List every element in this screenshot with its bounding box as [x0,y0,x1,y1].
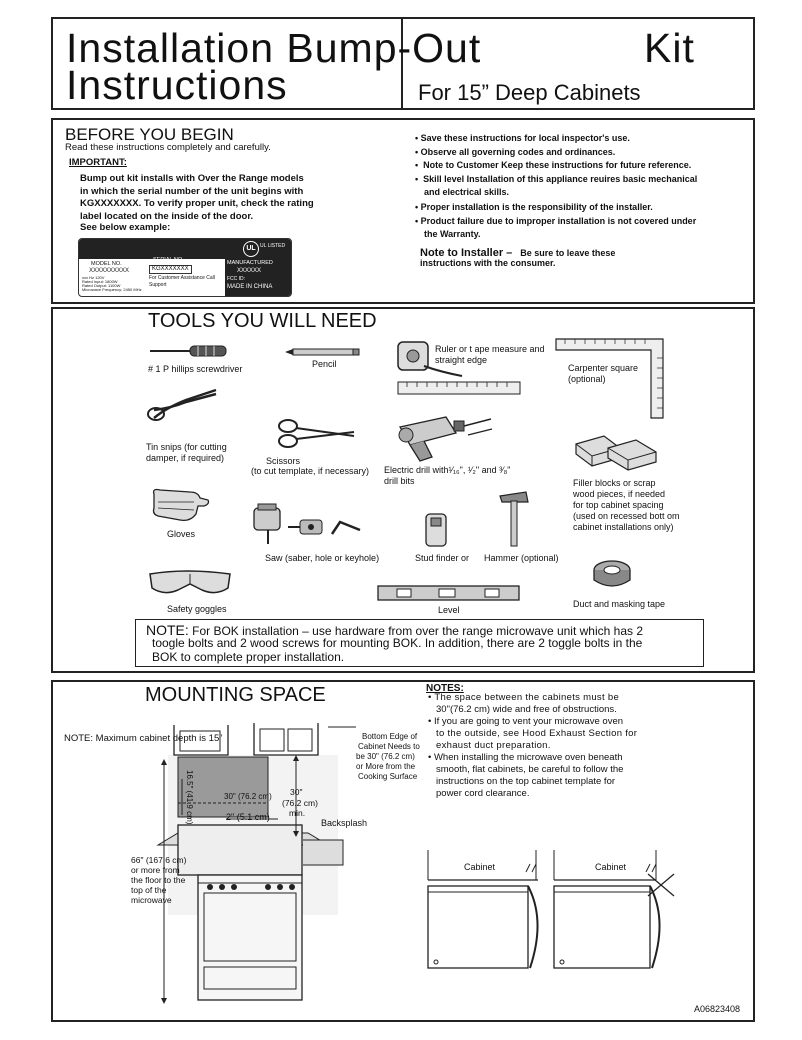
gloves-icon [150,486,212,526]
note-installer-rest: Be sure to leave these [520,248,616,258]
label-model-val: XXXXXXXXXX [89,268,130,274]
floor-dim5: microwave [131,895,172,905]
label-serial-val: KGXXXXXXX [149,265,192,274]
before-intro: Read these instructions completely and carefully. [65,142,271,153]
doc-code: A06823408 [694,1004,741,1014]
bottom-edge5: Cooking Surface [358,772,418,781]
before-p1: Bump out kit installs with Over the Range models [80,173,304,184]
cabinet-left-label: Cabinet [464,862,496,872]
note-1b: 30"(76.2 cm) wide and free of obstructions. [436,704,617,715]
note-3d: power cord clearance. [436,788,530,799]
before-heading: BEFORE YOU BEGIN [65,125,234,144]
label-goggles: Safety goggles [167,604,227,614]
label-screwdriver: # 1 P hillips screwdriver [148,364,243,374]
label-ruler1: Ruler or t ape measure and [435,344,545,354]
tools-heading: TOOLS YOU WILL NEED [148,310,377,332]
label-saw: Saw (saber, hole or keyhole) [265,553,380,563]
label-snips2: damper, if required) [146,453,225,463]
before-p2: in which the serial number of the unit begins with [80,186,304,197]
label-spec1: xxx Hz 120V [82,275,105,280]
label-square1: Carpenter square [568,363,639,373]
note-3c: instructions on the top cabinet template for [436,776,616,787]
note-3b: smooth, flat cabinets, be careful to follow the [436,764,624,775]
bottom-edge1: Bottom Edge of [362,732,418,741]
dim-vertical: 16.5" (41.9 cm) [185,770,194,825]
note-2b: to the outside, see Hood Exhaust Section for [436,728,638,739]
ruler-icon [397,380,522,396]
label-serial-hdr: SERIAL NO. [153,257,184,263]
hammer-icon [496,488,532,548]
scissors-icon [276,416,356,450]
drill-icon [396,407,496,463]
tools-note-line1: NOTE: For BOK installation – use hardware from over the range microwave unit which has 2 [146,622,644,638]
bottom-edge4: or More from the [356,762,416,771]
label-spec3: Rated Output: 1100W [82,283,121,288]
bullet-3: • Note to Customer Keep these instructions for future reference. [415,160,692,170]
note-2: • If you are going to vent your microwave oven [428,716,624,727]
filler-blocks-icon [574,434,660,474]
label-scissors2: (to cut template, if necessary) [251,466,370,476]
notes-heading: NOTES: [426,683,464,694]
tools-note-line2: toogle bolts and 2 wood screws for mounting BOK. In addition, there are 2 toggle bolts in the [152,636,643,650]
stud-finder-icon [424,512,448,548]
cabinet-right-label: Cabinet [595,862,627,872]
label-level: Level [438,605,460,615]
note-3: • When installing the microwave oven beneath [428,752,623,763]
important-label: IMPORTANT: [69,157,127,168]
dim-30a: 30" [290,787,303,797]
bullet-4: • Skill level Installation of this appliance reuires basic mechanical [415,174,698,184]
saw-icon [248,500,366,548]
label-mfg-hdr: MANUFACTURED [227,260,273,266]
rating-label [78,238,292,297]
label-hammer: Hammer (optional) [484,553,559,563]
floor-dim1: 66" (167.6 cm) [131,855,187,865]
bullet-1: • Save these instructions for local inspector's use. [415,133,630,143]
label-gloves: Gloves [167,529,196,539]
mounting-heading: MOUNTING SPACE [145,684,326,706]
label-fcc: FCC ID: [227,276,246,282]
dim-2: 2" (5.1 cm) [226,812,270,822]
note-2c: exhaust duct preparation. [436,740,551,751]
label-ruler2: straight edge [435,355,488,365]
dim-30b: (76.2 cm) [282,798,318,808]
before-p3: KGXXXXXXX. To verify proper unit, check the rating [80,198,314,209]
floor-dim3: the floor to the [131,875,186,885]
subtitle: For 15” Deep Cabinets [418,80,641,105]
goggles-icon [146,568,232,598]
label-spec2: Rated Input: 1800W [82,279,118,284]
bottom-edge2: Cabinet Needs to [358,742,420,751]
label-mfg-val: XXXXXX [237,268,262,274]
before-p4: label located on the inside of the door. [80,211,254,222]
bottom-edge3: be 30" (76.2 cm) [356,752,415,761]
label-model-hdr: MODEL NO. [91,261,122,267]
label-filler2: wood pieces, if needed [573,489,666,499]
level-icon [377,584,521,602]
label-spec4: Microwave Frequency: 2450 MHz [82,287,142,292]
bullet-4b: and electrical skills. [424,187,510,197]
before-p5: See below example: [80,222,171,233]
note-installer-lead: Note to Installer – [420,247,513,259]
title-kit: Kit [644,25,695,71]
title-line1: Installation Bump-Out [66,25,482,71]
label-pencil: Pencil [312,359,337,369]
max-depth-note: NOTE: Maximum cabinet depth is 15” [64,733,223,744]
duct-tape-icon [592,558,634,592]
floor-dim2: or more from [131,865,180,875]
label-scissors1: Scissors [266,456,301,466]
tools-note-line3: BOK to complete proper installation. [152,650,345,664]
label-assist2: Support [149,282,167,288]
bullet-6: • Product failure due to improper installation is not covered under [415,216,697,226]
label-tape: Duct and masking tape [573,599,666,609]
label-filler4: (used on recessed bott om [573,511,680,521]
label-assist1: For Customer Assistance Call [149,275,215,281]
label-drill2: drill bits [384,476,415,486]
title-line2: Instructions [66,62,288,108]
label-snips1: Tin snips (for cutting [146,442,227,452]
label-filler3: for top cabinet spacing [573,500,664,510]
ul-text: UL LISTED [260,243,286,249]
dim-30c: min. [289,808,306,818]
screwdriver-icon [150,342,230,360]
note-installer-line2: instructions with the consumer. [420,258,556,268]
floor-dim4: top of the [131,885,167,895]
label-stud: Stud finder or [415,553,470,563]
label-filler5: cabinet installations only) [573,522,674,532]
bullet-5: • Proper installation is the responsibility of the installer. [415,202,653,212]
backsplash-label: Backsplash [321,818,368,828]
note-1: • The space between the cabinets must be [428,692,620,703]
bullet-6b: the Warranty. [424,229,481,239]
ul-icon: UL [243,241,259,257]
label-square2: (optional) [568,374,606,384]
label-filler1: Filler blocks or scrap [573,478,656,488]
dim-30-inner: 30" (76.2 cm) [224,792,272,801]
label-drill1: Electric drill with¹⁄₁₆", ¹⁄₂" and ³⁄₈" [384,465,511,475]
label-made: MADE IN CHINA [227,284,273,290]
pencil-icon [285,348,360,356]
bullet-2: • Observe all governing codes and ordinances. [415,147,616,157]
tin-snips-icon [146,388,218,428]
